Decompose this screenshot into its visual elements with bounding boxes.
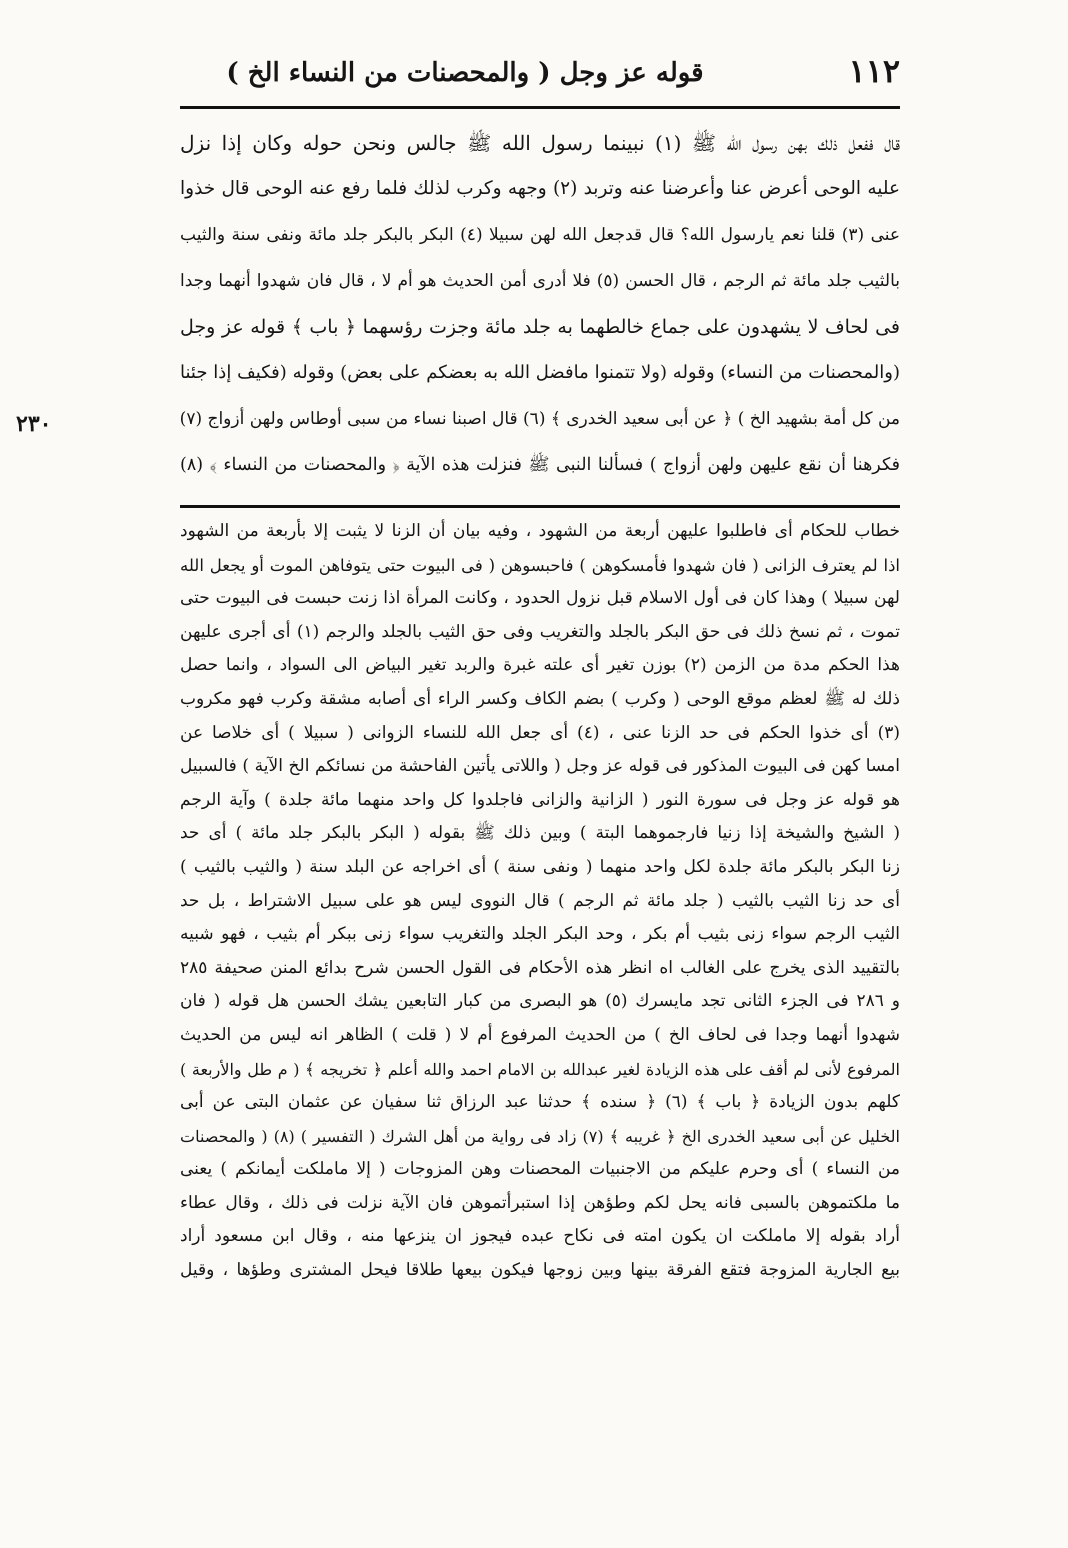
footnote-line: امسا كهن فى البيوت المذكور فى قوله عز وجل ( واللاتى يأتين الفاحشة من نسائكم الخ الآية ) فالسبيل <box>180 756 900 777</box>
footnote-line: بالتقييد الذى يخرج على الغالب اه انظر هذه الأحكام فى القول الحسن شرح بدائع المنن صحيفة ٢٨٥ <box>180 957 900 978</box>
main-text-line: من كل أمة بشهيد الخ ) ﴿ عن أبى سعيد الخدرى ﴾ (٦) قال اصبنا نساء من سبى أوطاس ولهن أزواج (٧) <box>180 409 900 429</box>
footnote-line: من النساء ) أى وحرم عليكم من الاجنبيات المحصنات وهن المزوجات ( إلا ماملكت أيمانكم ) يعنى <box>180 1159 900 1180</box>
page-number: ١١٢ <box>848 52 900 90</box>
main-text-line: عليه الوحى أعرض عنا وأعرضنا عنه وتربد (٢) وجهه وكرب لذلك فلما رفع عنه الوحى قال خذوا <box>180 178 900 199</box>
page-header <box>180 52 900 104</box>
main-text-line: قال ففعل ذلك بهن رسول الله ﷺ (١) نبينما رسول الله ﷺ جالس ونحن حوله وكان إذا نزل <box>180 131 900 155</box>
footnote-line: اذا لم يعترف الزانى ( فان شهدوا فأمسكوهن ) فاحبسوهن ( فى البيوت حتى يتوفاهن الموت أو يجعل الله <box>180 555 900 575</box>
footnote-line: هذا الحكم مدة من الزمن (٢) بوزن تغير أى علته غبرة والربد تغير البياض الى السواد ، وانما حصل <box>180 655 900 676</box>
hadith-number: ٢٣٠ <box>16 411 52 437</box>
footnote-line: ما ملكتموهن بالسبى فانه يحل لكم وطؤهن إذا استبرأتموهن فان الآية نزلت فى ذلك ، وقال عطاء <box>180 1192 900 1213</box>
footnote-line: لهن سبيلا ) وهذا كان فى أول الاسلام قبل نزول الحدود ، وكانت المرأة اذا زنت حبست فى البيوت حتى <box>180 588 900 609</box>
footnotes <box>180 515 900 1288</box>
footnote-line: المرفوع لأنى لم أقف على هذه الزيادة لغير عبدالله بن الامام احمد والله أعلم ﴿ تخريجه ﴾ ( م طل والأربعة ) <box>180 1059 900 1079</box>
footnote-line: شهدوا أنهما وجدا فى لحاف الخ ) من الحديث المرفوع أم لا ( قلت ) الظاهر انه ليس من الحديث <box>180 1024 900 1045</box>
footnote-line: ( الشيخ والشيخة إذا زنيا فارجموهما البتة ) وبين ذلك ﷺ بقوله ( البكر بالبكر جلد مائة ) أى حد <box>180 823 900 844</box>
footnote-line: بيع الجارية المزوجة فتقع الفرقة بينها وبين زوجها فيكون بيعها طلاقا فيحل المشترى وطؤها ، وقيل <box>180 1260 900 1281</box>
footnote-line: زنا البكر بالبكر مائة جلدة لكل واحد منهما ( ونفى سنة ) أى اخراجه عن البلد سنة ( والثيب بالثيب ) <box>180 856 900 877</box>
footnote-line: أى حد زنا الثيب بالثيب ( جلد مائة ثم الرجم ) قال النووى ليس هو على سبيل الاشتراط ، بل حد <box>180 890 900 911</box>
footnote-line: ذلك له ﷺ لعظم موقع الوحى ( وكرب ) بضم الكاف وكسر الراء أى أصابه مشقة وكرب فهو مكروب <box>180 688 900 709</box>
footnote-line: هو قوله عز وجل فى سورة النور ( الزانية والزانى فاجلدوا كل واحد منهما مائة جلدة ) وآية الرجم <box>180 789 900 810</box>
footnote-line: خطاب للحكام أى فاطلبوا عليهن أربعة من الشهود ، وفيه بيان أن الزنا لا يثبت إلا بأربعة من الشهود <box>180 521 900 541</box>
footnote-line: أراد بقوله إلا ماملكت ان يكون امته فى نكاح عبده فيجوز ان ينزعها منه ، وقال ابن مسعود أراد <box>180 1226 900 1247</box>
footnote-line: تموت ، ثم نسخ ذلك فى حق البكر بالجلد والتغريب وفى حق الثيب بالجلد والرجم (١) أى أجرى عليهن <box>180 621 900 642</box>
main-text-line: (والمحصنات من النساء) وقوله (ولا تتمنوا مافضل الله به بعضكم على بعض) وقوله (فكيف إذا جئنا <box>180 362 900 383</box>
footnote-line: كلهم بدون الزيادة ﴿ باب ﴾ (٦) ﴿ سنده ﴾ حدثنا عبد الرزاق ثنا سفيان عن عثمان البتى عن أبى <box>180 1092 900 1113</box>
main-text-line: عنى (٣) قلنا نعم يارسول الله؟ قال قدجعل الله لهن سبيلا (٤) البكر بالبكر جلد مائة ونفى سنة والثيب <box>180 225 900 245</box>
footnote-line: الخليل عن أبى سعيد الخدرى الخ ﴿ غريبه ﴾ (٧) زاد فى رواية من أهل الشرك ( التفسير ) (٨) ( والمحصنات <box>180 1126 900 1146</box>
footnote-rule <box>180 505 900 508</box>
main-text-line: فكرهنا أن نقع عليهن ولهن أزواج ) فسألنا النبى ﷺ فنزلت هذه الآية ﴿ والمحصنات من النساء ﴾ (٨) <box>180 455 900 475</box>
footnote-line: الثيب الرجم سواء زنى بثيب أم بكر ، وحد البكر الجلد والتغريب سواء زنى ببكر أم بثيب ، فهو شبيه <box>180 924 900 945</box>
footnote-line: (٣) أى خذوا الحكم فى حد الزنا عنى ، (٤) أى جعل الله للنساء الزوانى ( سبيلا ) أى خلاصا عن <box>180 722 900 743</box>
main-text <box>180 120 900 488</box>
main-text-line: فى لحاف لا يشهدون على جماع خالطهما به جلد مائة وجزت رؤسهما ﴿ باب ﴾ قوله عز وجل <box>180 316 900 338</box>
header-rule <box>180 106 900 109</box>
running-title: قوله عز وجل ( والمحصنات من النساء الخ ) <box>226 58 704 88</box>
footnote-line: و ٢٨٦ فى الجزء الثانى تجد مايسرك (٥) هو البصرى من كبار التابعين يشك الحسن هل قوله ( فان <box>180 991 900 1012</box>
main-text-line: بالثيب جلد مائة ثم الرجم ، قال الحسن (٥) فلا أدرى أمن الحديث هو أم لا ، قال فان شهدوا أنهما وجدا <box>180 271 900 291</box>
